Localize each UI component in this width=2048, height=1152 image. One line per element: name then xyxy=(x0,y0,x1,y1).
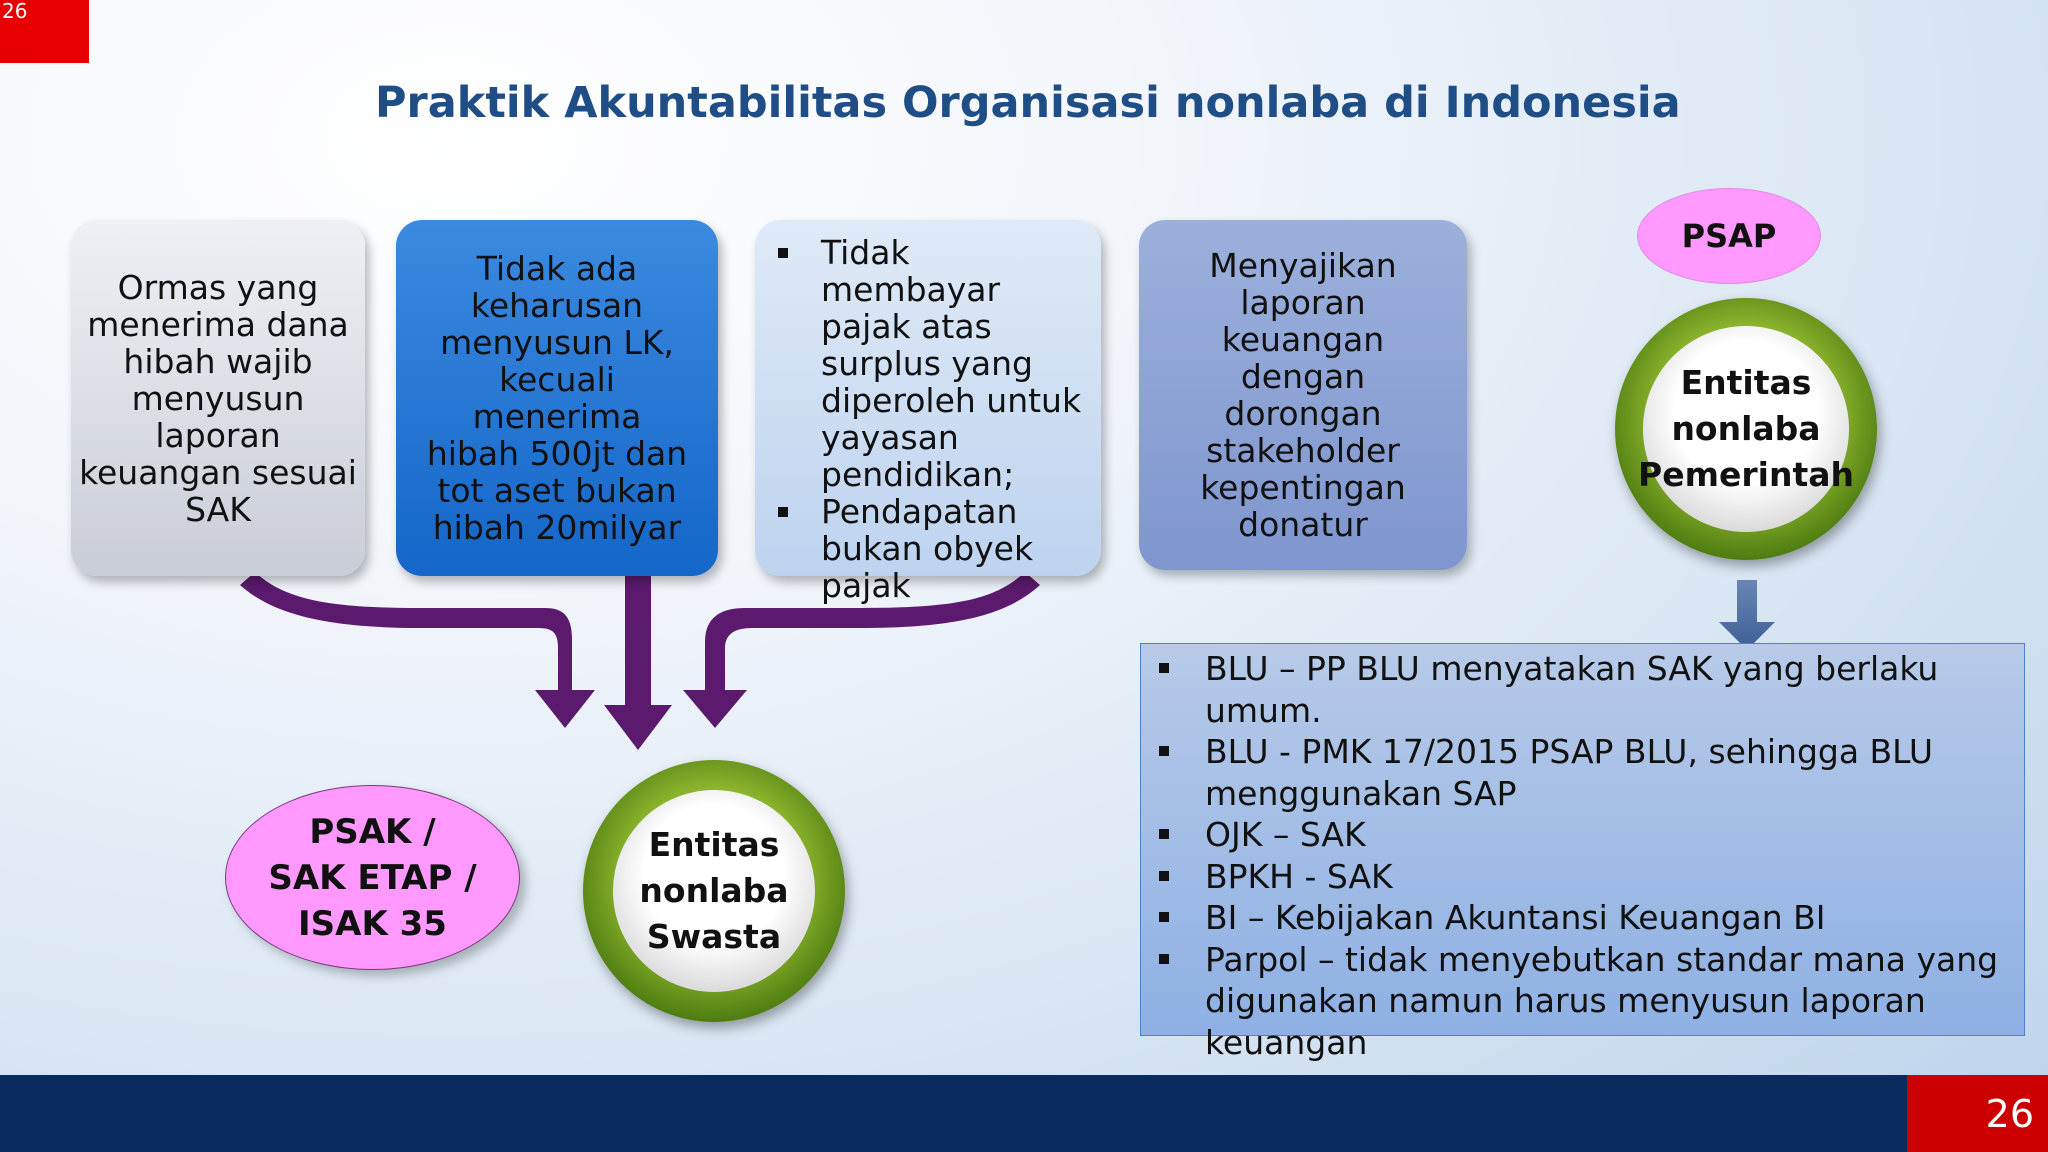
text-line: BPKH - SAK xyxy=(1205,856,1393,896)
pajak-list xyxy=(769,234,1093,604)
text-line: PSAK / xyxy=(309,811,436,852)
text-line: yayasan xyxy=(821,418,959,457)
arrow-pemerintah-to-list xyxy=(1719,580,1775,650)
text-line: pajak atas xyxy=(821,307,992,346)
text-line: menerima xyxy=(472,397,642,436)
box-ormas xyxy=(71,220,365,576)
text-line: surplus yang xyxy=(821,344,1034,383)
text-line: stakeholder xyxy=(1206,431,1400,470)
text-line: Swasta xyxy=(646,917,782,956)
text-line: pendidikan; xyxy=(821,455,1015,494)
standards-list xyxy=(1159,648,2014,1063)
box-donatur-text xyxy=(1200,247,1406,543)
text-line: Ormas yang xyxy=(117,267,319,307)
text-line: donatur xyxy=(1238,505,1368,544)
text-line: Entitas xyxy=(648,825,780,864)
text-line: keharusan xyxy=(470,286,644,325)
text-line: bukan obyek xyxy=(821,529,1034,568)
text-line: nonlaba xyxy=(1671,409,1821,448)
text-line: Pendapatan xyxy=(821,492,1018,531)
psak-label xyxy=(225,785,520,970)
text-line: laporan xyxy=(1240,283,1366,322)
box-keharusan-lk xyxy=(396,220,718,576)
text-line: menyusun xyxy=(131,378,305,418)
text-line: Pemerintah xyxy=(1638,455,1854,494)
text-line: Tidak membayar xyxy=(821,233,1001,309)
arrow-box2-to-swasta xyxy=(604,572,672,750)
text-line: Menyajikan xyxy=(1209,246,1397,285)
text-line: menggunakan SAP xyxy=(1205,773,1517,813)
list-item xyxy=(1159,897,2014,939)
entitas-pemerintah-label xyxy=(1638,326,1854,532)
psap-label: PSAP xyxy=(1637,188,1821,284)
box-donatur xyxy=(1139,220,1467,570)
text-line: Entitas xyxy=(1680,363,1812,402)
entitas-swasta-label xyxy=(613,790,815,992)
entitas-pemerintah-ring xyxy=(1615,298,1877,560)
text-line: menyusun LK, xyxy=(440,323,674,362)
text-line: OJK – SAK xyxy=(1205,815,1366,854)
text-line: SAK xyxy=(185,489,251,529)
text-line: keuangan sesuai xyxy=(79,452,357,492)
text-line: pajak xyxy=(821,566,911,605)
pemerintah-standards-list xyxy=(1140,643,2025,1062)
list-item xyxy=(1159,939,2014,1064)
footer-bar xyxy=(0,1075,2048,1152)
text-line: digunakan namun harus menyusun laporan xyxy=(1205,981,1926,1020)
text-line: keuangan xyxy=(1205,1022,1368,1062)
text-line: menerima dana xyxy=(87,304,349,344)
box-pajak xyxy=(755,220,1101,605)
list-item xyxy=(1159,648,2014,731)
text-line: keuangan xyxy=(1221,320,1385,359)
text-line: nonlaba xyxy=(639,871,789,910)
list-item xyxy=(769,493,1093,604)
list-item xyxy=(1159,731,2014,814)
box-ormas-text xyxy=(79,269,357,528)
text-line: Tidak ada xyxy=(476,249,638,288)
text-line: tot aset bukan xyxy=(437,471,677,510)
text-line: hibah 20milyar xyxy=(432,508,682,547)
text-line: dorongan xyxy=(1224,394,1382,433)
page-number: 26 xyxy=(1907,1075,2048,1152)
text-line: kepentingan xyxy=(1200,468,1406,507)
list-item xyxy=(769,234,1093,493)
page-title: Praktik Akuntabilitas Organisasi nonlaba di Indonesia xyxy=(375,78,1681,128)
arrow-box1-to-swasta xyxy=(240,572,595,728)
text-line: diperoleh untuk xyxy=(821,381,1082,420)
text-line: SAK ETAP / xyxy=(268,857,477,898)
list-item xyxy=(1159,856,2014,898)
text-line: BLU – PP BLU menyatakan SAK yang berlaku umum. xyxy=(1205,649,1939,730)
box-keharusan-lk-text xyxy=(427,250,687,546)
slide-number-tag: 26 xyxy=(0,0,89,63)
text-line: ISAK 35 xyxy=(298,903,447,944)
text-line: dengan xyxy=(1240,357,1366,396)
list-item xyxy=(1159,814,2014,856)
text-line: hibah wajib xyxy=(123,341,313,381)
text-line: BI – Kebijakan Akuntansi Keuangan BI xyxy=(1205,898,1826,937)
text-line: hibah 500jt dan xyxy=(426,434,688,473)
text-line: Parpol – tidak menyebutkan standar mana yang xyxy=(1205,939,1999,979)
text-line: BLU - PMK 17/2015 PSAP BLU, sehingga BLU xyxy=(1205,732,1934,771)
text-line: kecuali xyxy=(499,360,615,399)
text-line: laporan xyxy=(155,415,281,455)
entitas-swasta-ring xyxy=(583,760,845,1022)
